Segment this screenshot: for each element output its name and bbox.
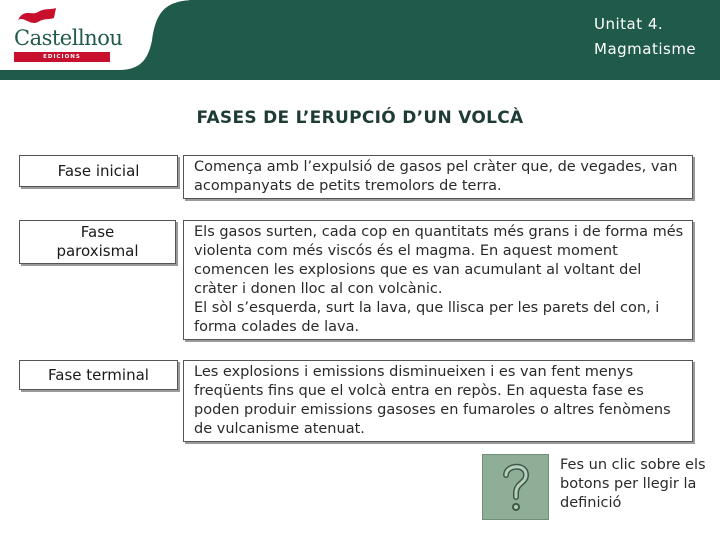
help-instructions: Fes un clic sobre els botons per llegir la definició (560, 457, 706, 511)
header-banner (0, 0, 720, 80)
page-title: FASES DE L’ERUPCIÓ D’UN VOLCÀ (196, 108, 524, 128)
unit-title-line1: Unitat 4. (594, 15, 664, 33)
unit-title (594, 12, 696, 62)
fase-inicial-button[interactable]: Fase inicial (19, 155, 178, 187)
fase-inicial-description: Comença amb l’expulsió de gasos pel cràter que, de vegades, van acompanyats de petits tremolors de terra. (183, 155, 693, 199)
logo-name: Castellnou (14, 26, 123, 50)
fase-terminal-description: Les explosions i emissions disminueixen i es van fent menys freqüents fins que el volcà entra en repòs. En aquesta fase es poden produir emissions gasoses en fumaroles o altres fenòmens de vulcanisme atenuat. (183, 360, 693, 442)
fase-paroxismal-description: Els gasos surten, cada cop en quantitats més grans i de forma més violenta com més viscós és el magma. En aquest moment comencen les explosions que es van acumulant al voltant del cràter i donen lloc al con volcànic. El sòl s’esquerda, surt la lava, que llisca per les parets del con, i forma colades de lava. (183, 220, 693, 340)
help-button[interactable] (482, 454, 549, 520)
unit-title-line2: Magmatisme (594, 40, 697, 58)
fase-paroxismal-button[interactable]: Fase paroxismal (19, 220, 176, 264)
flag-icon (14, 6, 64, 26)
castellnou-logo (14, 6, 124, 62)
question-mark-icon (496, 459, 536, 515)
fase-terminal-button[interactable]: Fase terminal (19, 360, 178, 390)
logo-subtitle: EDICIONS (14, 52, 110, 62)
